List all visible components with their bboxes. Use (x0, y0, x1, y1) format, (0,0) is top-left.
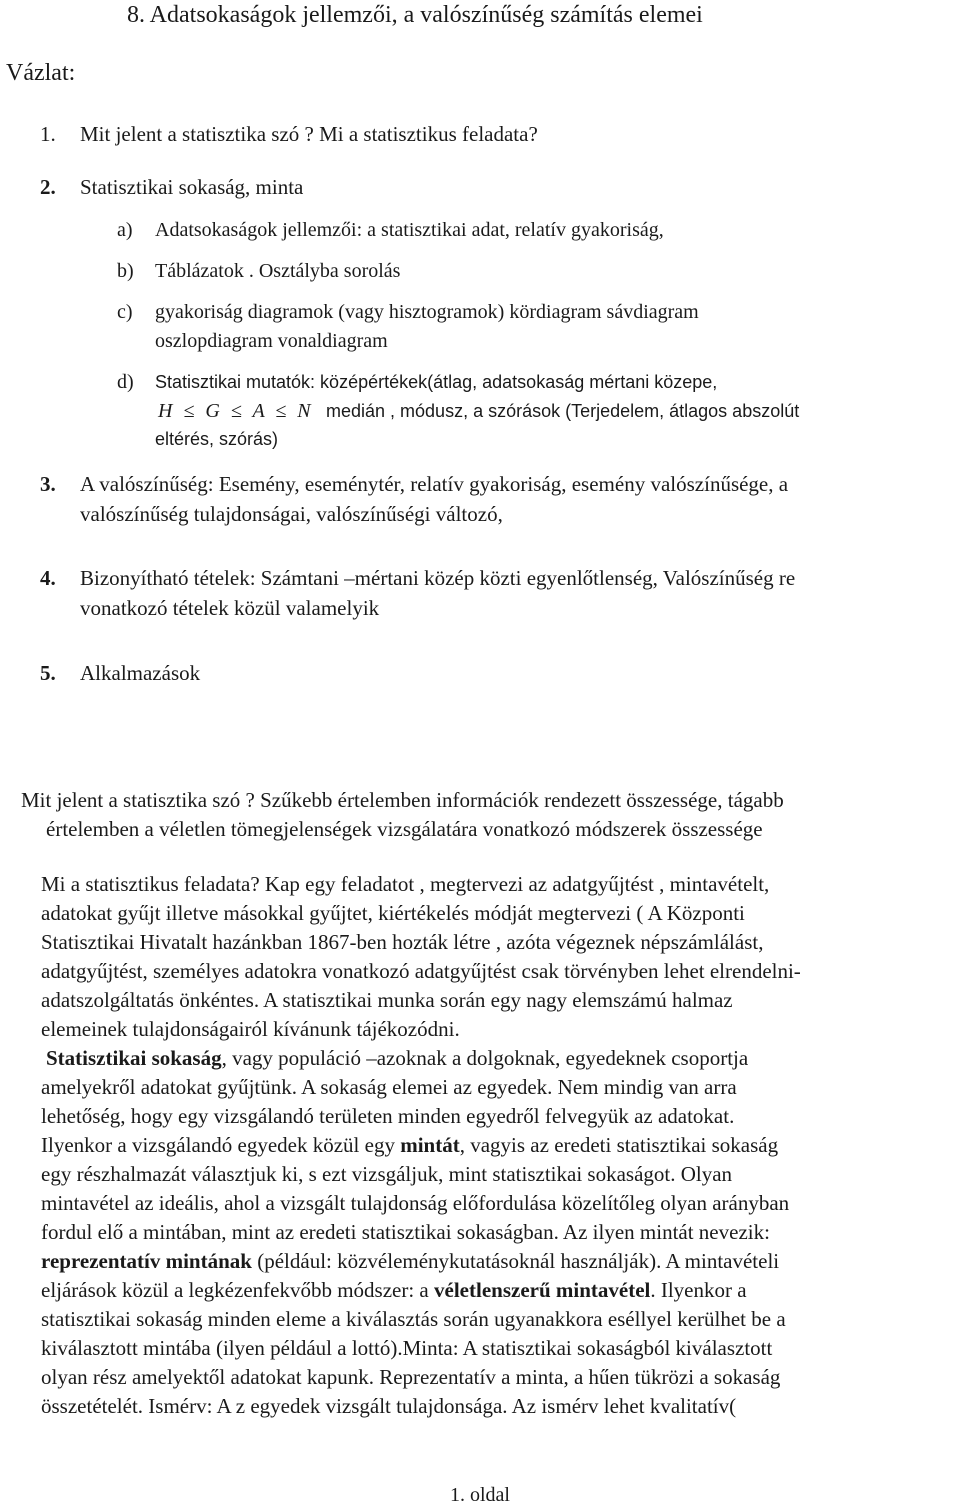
outline-item-number: 3. (40, 472, 56, 496)
inequality-formula: H ≤ G ≤ A ≤ N (158, 400, 311, 422)
para1-line2: értelemben a véletlen tömegjelenségek vizsgálatára vonatkozó módszerek összessége (46, 817, 763, 841)
subitem-d-line2 (158, 400, 799, 423)
outline-item-text: Alkalmazások (80, 661, 201, 685)
term-minta: mintát (400, 1133, 460, 1157)
para3-line5: egy részhalmazát választjuk ki, s ezt vizsgáljuk, mint statisztikai sokaságot. Olyan (41, 1162, 733, 1186)
para3-line1-rest: , vagy populáció –azoknak a dolgoknak, egyedeknek csoportja (221, 1046, 749, 1070)
term-veletlenszeru-mintavetel: véletlenszerű mintavétel (434, 1278, 651, 1302)
term-statisztikai-sokasag: Statisztikai sokaság (46, 1046, 222, 1070)
para1-line1: Mit jelent a statisztika szó ? Szűkebb értelemben információk rendezett összessége, tágabb (21, 788, 784, 812)
para3-line2: amelyekről adatokat gyűjtünk. A sokaság elemei az egyedek. Nem mindig van arra (41, 1075, 737, 1099)
para3-line6: mintavétel az ideális, ahol a vizsgált tulajdonság előfordulása közelítőleg olyan arányban (41, 1191, 790, 1215)
para3-line1 (46, 1046, 748, 1071)
subitem-text: Adatsokaságok jellemzői: a statisztikai adat, relatív gyakoriság, (155, 219, 664, 241)
outline-item-text: A valószínűség: Esemény, eseménytér, relatív gyakoriság, esemény valószínűsége, a (80, 472, 789, 496)
term-reprezentativ-minta: reprezentatív mintának (41, 1249, 252, 1273)
outline-item-4 (40, 566, 795, 591)
para2-line4: adatgyűjtést, személyes adatokra vonatkozó adatgyűjtést csak törvényben lehet elrendelni- (41, 959, 801, 983)
subitem-label: a) (117, 219, 133, 241)
outline-item-3 (40, 472, 788, 497)
para3-line12: olyan rész amelyektől adatokat kapunk. Reprezentatív a minta, a hűen tükrözi a sokaság (41, 1365, 781, 1389)
outline-item-number: 1. (40, 122, 56, 146)
page-title: 8. Adatsokaságok jellemzői, a valószínűség számítás elemei (127, 2, 703, 28)
subitem-label: b) (117, 260, 134, 282)
outline-item-1 (40, 122, 538, 147)
outline-subitem-c (117, 301, 699, 324)
para2-line5: adatszolgáltatás önkéntes. A statisztikai munka során egy nagy elemszámú halmaz (41, 988, 733, 1012)
para2-line3: Statisztikai Hivatalt hazánkban 1867-ben hozták létre , azóta végeznek népszámlálást, (41, 930, 764, 954)
para3-line8-rest: (például: közvéleménykutatásoknál használják). A mintavételi (251, 1249, 780, 1273)
para3-line8 (41, 1249, 779, 1274)
para3-line4 (41, 1133, 778, 1158)
para3-line11: kiválasztott mintába (ilyen például a lottó).Minta: A statisztikai sokaságból kiválasztott (41, 1336, 773, 1360)
subitem-text-line1: gyakoriság diagramok (vagy hisztogramok) kördiagram sávdiagram (155, 301, 699, 323)
outline-label: Vázlat: (6, 60, 76, 86)
para3-line4-start: Ilyenkor a vizsgálandó egyedek közül egy (41, 1133, 401, 1157)
para3-line9-end: . Ilyenkor a (650, 1278, 747, 1302)
para3-line3: lehetőség, hogy egy vizsgálandó területen minden egyedről felvegyük az adatokat. (41, 1104, 735, 1128)
subitem-d-line3: eltérés, szórás) (155, 429, 279, 449)
subitem-text-line1: Statisztikai mutatók: középértékek(átlag, adatsokaság mértani közepe, (155, 372, 718, 392)
outline-item-5 (40, 661, 200, 686)
page-number: 1. oldal (450, 1484, 510, 1506)
subitem-text-line2: medián , módusz, a szórások (Terjedelem, átlagos abszolút (326, 401, 800, 421)
para3-line13: összetételét. Ismérv: A z egyedek vizsgált tulajdonsága. Az ismérv lehet kvalitatív( (41, 1394, 737, 1418)
para3-line9-start: eljárások közül a legkézenfekvőbb módszer: a (41, 1278, 435, 1302)
para2-line6: elemeinek tulajdonságairól kívánunk tájékozódni. (41, 1017, 460, 1041)
outline-item-4-line2: vonatkozó tételek közül valamelyik (80, 596, 380, 620)
outline-item-2 (40, 175, 303, 200)
outline-item-number: 5. (40, 661, 56, 685)
outline-item-text: Statisztikai sokaság, minta (80, 175, 304, 199)
outline-item-3-line2: valószínűség tulajdonságai, valószínűségi változó, (80, 502, 503, 526)
para2-line2: adatokat gyűjt illetve másokkal gyűjtet, kiértékelés módját megtervezi ( A Központi (41, 901, 745, 925)
para3-line10: statisztikai sokaság minden eleme a kiválasztás során ugyanakkora eséllyel kerülhet be a (41, 1307, 786, 1331)
subitem-c-line2: oszlopdiagram vonaldiagram (155, 330, 388, 352)
outline-subitem-a (117, 219, 664, 242)
outline-subitem-d (117, 371, 717, 394)
outline-subitem-b (117, 260, 400, 283)
subitem-label: d) (117, 371, 134, 393)
para3-line4-end: , vagyis az eredeti statisztikai sokaság (459, 1133, 779, 1157)
outline-item-number: 4. (40, 566, 56, 590)
subitem-label: c) (117, 301, 133, 323)
subitem-text: Táblázatok . Osztályba sorolás (155, 260, 401, 282)
outline-item-number: 2. (40, 175, 56, 199)
para2-line1: Mi a statisztikus feladata? Kap egy feladatot , megtervezi az adatgyűjtést , mintavételt, (41, 872, 770, 896)
outline-item-text: Bizonyítható tételek: Számtani –mértani közép közti egyenlőtlenség, Valószínűség re (80, 566, 796, 590)
outline-item-text: Mit jelent a statisztika szó ? Mi a statisztikus feladata? (80, 122, 538, 146)
para3-line7: fordul elő a mintában, mint az eredeti statisztikai sokaságban. Az ilyen mintát nevezik: (41, 1220, 770, 1244)
para3-line9 (41, 1278, 747, 1303)
